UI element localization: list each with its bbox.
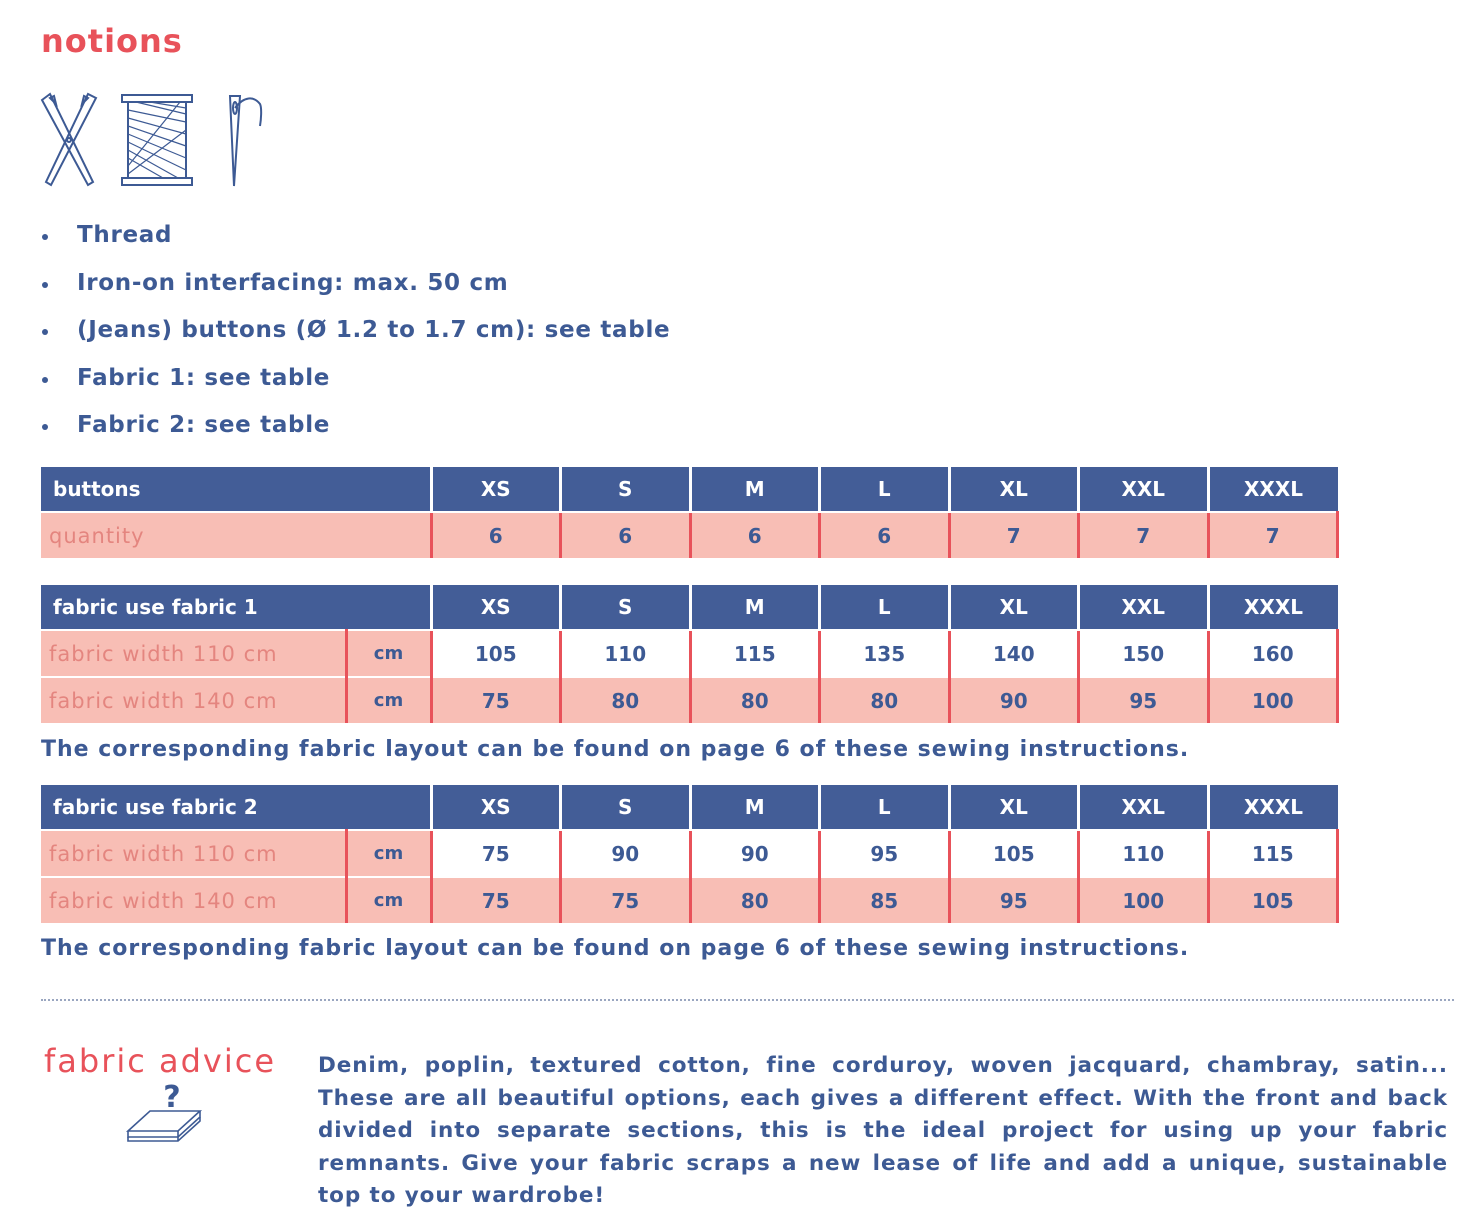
table-cell: 7 <box>949 512 1079 558</box>
needle-icon <box>230 96 261 186</box>
row-label: fabric width 110 cm <box>41 830 346 877</box>
table-cell: 150 <box>1079 630 1209 677</box>
table-cell: 95 <box>1079 677 1209 723</box>
table-cell: 80 <box>690 677 820 723</box>
unit-cell: cm <box>346 630 431 677</box>
fabric-2-table <box>41 785 1339 923</box>
fabric-2-table-header: fabric use fabric 2 <box>41 785 431 830</box>
table-cell: 80 <box>690 877 820 923</box>
fabric-1-layout-note: The corresponding fabric layout can be found on page 6 of these sewing instructions. <box>41 737 1190 762</box>
table-cell: 160 <box>1208 630 1338 677</box>
buttons-table-header: buttons <box>41 467 431 512</box>
size-header: XS <box>431 585 561 630</box>
notions-list <box>40 212 670 450</box>
table-cell: 75 <box>561 877 691 923</box>
size-header: XXL <box>1079 785 1209 830</box>
table-cell: 6 <box>561 512 691 558</box>
table-row <box>41 630 1338 677</box>
table-cell: 110 <box>1079 830 1209 877</box>
notions-icons <box>38 90 268 190</box>
scissors-icon <box>42 94 96 185</box>
size-header: XS <box>431 467 561 512</box>
size-header: XXXL <box>1208 467 1338 512</box>
row-label: quantity <box>41 512 431 558</box>
table-cell: 90 <box>561 830 691 877</box>
size-header: XL <box>949 467 1079 512</box>
size-header: XL <box>949 785 1079 830</box>
table-row <box>41 830 1338 877</box>
size-header: XL <box>949 585 1079 630</box>
table-cell: 75 <box>431 677 561 723</box>
table-cell: 80 <box>561 677 691 723</box>
size-header: M <box>690 467 820 512</box>
size-header: XXXL <box>1208 785 1338 830</box>
table-cell: 100 <box>1079 877 1209 923</box>
table-cell: 95 <box>820 830 950 877</box>
fabric-advice-text: Denim, poplin, textured cotton, fine corduroy, woven jacquard, chambray, satin... These are all beautiful options, each gives a different effect. With the front and back divided into separate sections, this is the ideal project for using up your fabric remnants. Give your fabric scraps a new lease of life and add a unique, sustainable top to your wardrobe! <box>318 1053 1448 1208</box>
buttons-table <box>41 467 1339 558</box>
size-header: S <box>561 785 691 830</box>
table-cell: 75 <box>431 830 561 877</box>
row-label: fabric width 140 cm <box>41 877 346 923</box>
table-cell: 6 <box>690 512 820 558</box>
table-cell: 140 <box>949 630 1079 677</box>
unit-cell: cm <box>346 677 431 723</box>
size-header: L <box>820 785 950 830</box>
fabric-2-layout-note: The corresponding fabric layout can be found on page 6 of these sewing instructions. <box>41 936 1190 961</box>
table-cell: 135 <box>820 630 950 677</box>
notion-item-fabric-2: Fabric 2: see table <box>40 402 670 450</box>
table-cell: 90 <box>690 830 820 877</box>
table-cell: 100 <box>1208 677 1338 723</box>
size-header: XXXL <box>1208 585 1338 630</box>
table-cell: 7 <box>1208 512 1338 558</box>
size-header: L <box>820 467 950 512</box>
table-cell: 115 <box>690 630 820 677</box>
table-row <box>41 677 1338 723</box>
table-cell: 105 <box>1208 877 1338 923</box>
unit-cell: cm <box>346 877 431 923</box>
table-cell: 105 <box>431 630 561 677</box>
notion-item-buttons: (Jeans) buttons (Ø 1.2 to 1.7 cm): see table <box>40 307 670 355</box>
notion-item-fabric-1: Fabric 1: see table <box>40 355 670 403</box>
table-cell: 6 <box>431 512 561 558</box>
question-mark: ? <box>163 1080 181 1115</box>
table-cell: 6 <box>820 512 950 558</box>
notions-title: notions <box>41 22 183 60</box>
table-cell: 80 <box>820 677 950 723</box>
fabric-question-icon <box>122 1075 206 1145</box>
table-cell: 90 <box>949 677 1079 723</box>
unit-cell: cm <box>346 830 431 877</box>
size-header: L <box>820 585 950 630</box>
table-cell: 115 <box>1208 830 1338 877</box>
fabric-1-table <box>41 585 1339 723</box>
size-header: S <box>561 585 691 630</box>
thread-spool-icon <box>122 95 192 185</box>
table-row <box>41 877 1338 923</box>
fabric-advice-title: fabric advice <box>44 1042 277 1080</box>
fabric-1-table-header: fabric use fabric 1 <box>41 585 431 630</box>
size-header: S <box>561 467 691 512</box>
section-divider <box>41 999 1454 1001</box>
notion-item-interfacing: Iron-on interfacing: max. 50 cm <box>40 260 670 308</box>
size-header: M <box>690 785 820 830</box>
size-header: XXL <box>1079 585 1209 630</box>
table-row <box>41 512 1338 558</box>
table-cell: 105 <box>949 830 1079 877</box>
size-header: M <box>690 585 820 630</box>
table-cell: 85 <box>820 877 950 923</box>
table-cell: 95 <box>949 877 1079 923</box>
size-header: XXL <box>1079 467 1209 512</box>
notion-item-thread: Thread <box>40 212 670 260</box>
table-cell: 75 <box>431 877 561 923</box>
table-cell: 7 <box>1079 512 1209 558</box>
row-label: fabric width 140 cm <box>41 677 346 723</box>
row-label: fabric width 110 cm <box>41 630 346 677</box>
table-cell: 110 <box>561 630 691 677</box>
size-header: XS <box>431 785 561 830</box>
